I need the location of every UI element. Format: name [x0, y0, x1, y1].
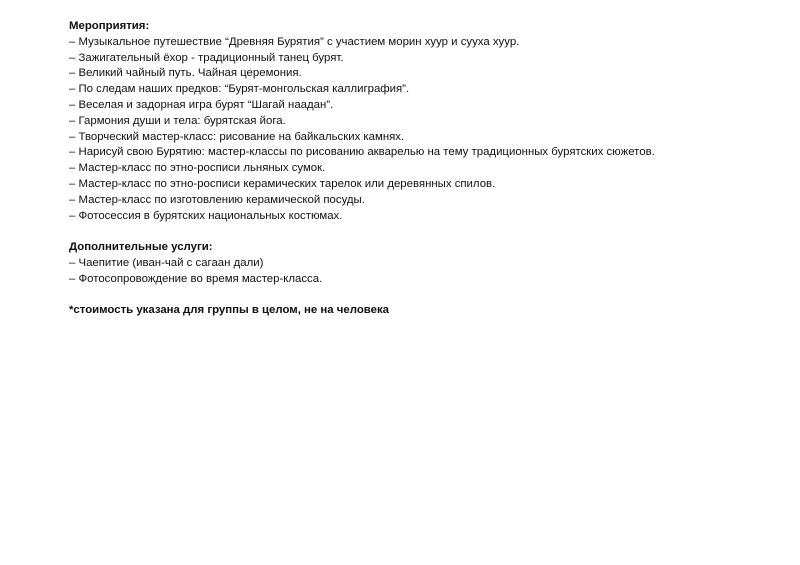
document-body: [69, 19, 789, 319]
list-item: – Нарисуй свою Бурятию: мастер-классы по рисованию акварелью на тему традиционных бурятских сюжетов.: [69, 146, 655, 159]
list-item: – Музыкальное путешествие “Древняя Бурятия” с участием морин хуур и сууха хуур.: [69, 35, 520, 48]
list-item: – Мастер-класс по этно-росписи керамических тарелок или деревянных спилов.: [69, 177, 496, 190]
events-list: [69, 35, 789, 225]
list-item: – Фотосессия в бурятских национальных костюмах.: [69, 209, 343, 222]
list-item: – Веселая и задорная игра бурят “Шагай наадан”.: [69, 98, 334, 111]
list-item: – Чаепитие (иван-чай с сагаан дали): [69, 256, 264, 269]
list-item: – Мастер-класс по этно-росписи льняных сумок.: [69, 162, 326, 175]
list-item: – По следам наших предков: “Бурят-монгольская каллиграфия”.: [69, 83, 410, 96]
section-spacer: [69, 288, 789, 304]
list-item: – Фотосопровождение во время мастер-класса.: [69, 272, 323, 285]
list-item: – Зажигательный ёхор - традиционный танец бурят.: [69, 51, 344, 64]
events-heading: Мероприятия:: [69, 20, 150, 32]
section-spacer: [69, 224, 789, 240]
price-note: *стоимость указана для группы в целом, не на человека: [69, 304, 389, 317]
extra-services-list: [69, 256, 789, 288]
list-item: – Мастер-класс по изготовлению керамической посуды.: [69, 193, 365, 206]
list-item: – Великий чайный путь. Чайная церемония.: [69, 67, 302, 80]
list-item: – Творческий мастер-класс: рисование на байкальских камнях.: [69, 130, 405, 143]
extra-services-heading: Дополнительные услуги:: [69, 241, 213, 254]
list-item: – Гармония души и тела: бурятская йога.: [69, 114, 286, 127]
